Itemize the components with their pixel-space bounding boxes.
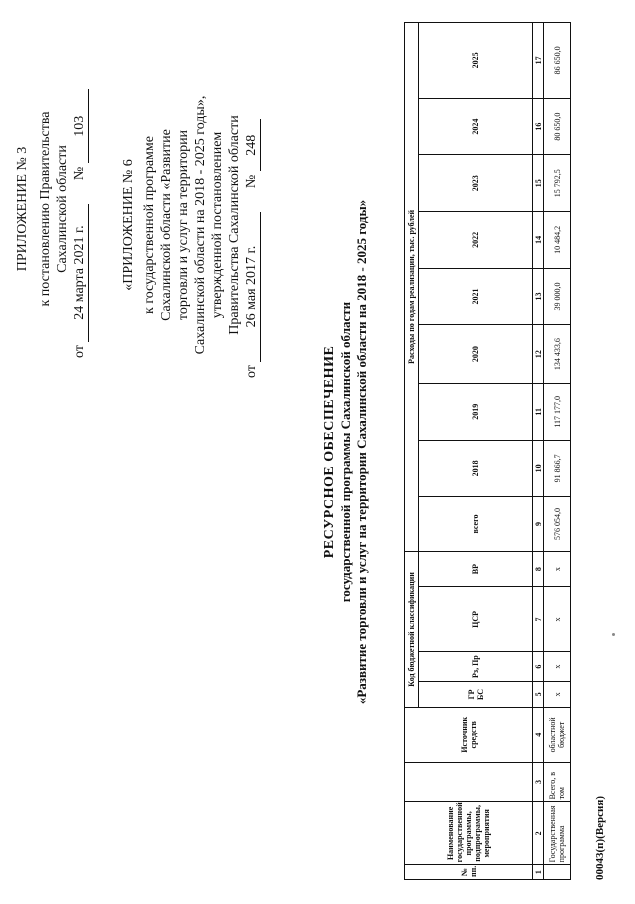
cell-2020: 134 433,6 — [544, 325, 571, 384]
column-number: 11 — [533, 383, 544, 440]
header-2022: 2022 — [419, 212, 533, 269]
appendix-6-line3: торговли и услуг на территории — [176, 129, 191, 321]
header-csr: ЦСР — [419, 587, 533, 652]
header-total: всего — [419, 497, 533, 552]
appendix-3-from: от — [72, 345, 87, 358]
cell-total: 576 054,0 — [544, 497, 571, 552]
cell-num — [544, 865, 571, 880]
appendix-6-date: 26 мая 2017 г. — [243, 212, 261, 362]
cell-2018: 91 866,7 — [544, 440, 571, 497]
document-title-block — [322, 0, 370, 904]
column-number: 4 — [533, 708, 544, 763]
cell-name: Государственная программа — [544, 802, 571, 865]
column-number: 2 — [533, 802, 544, 865]
header-2020: 2020 — [419, 325, 533, 384]
header-2025: 2025 — [419, 23, 533, 99]
column-number: 13 — [533, 268, 544, 325]
column-number: 8 — [533, 551, 544, 587]
appendix-6-line2: Сахалинской области «Развитие — [159, 129, 174, 321]
header-source: Источник средств — [405, 708, 533, 763]
cell-2022: 10 484,2 — [544, 212, 571, 269]
cell-vr: х — [544, 551, 571, 587]
resource-table — [404, 22, 571, 880]
cell-2023: 15 792,5 — [544, 155, 571, 212]
appendix-3-line2: Сахалинской области — [55, 145, 70, 273]
column-number: 12 — [533, 325, 544, 384]
scan-dot — [612, 633, 615, 636]
cell-csr: х — [544, 587, 571, 652]
column-number: 10 — [533, 440, 544, 497]
appendix-6-title: «ПРИЛОЖЕНИЕ № 6 — [121, 159, 136, 291]
cell-2019: 117 177,0 — [544, 383, 571, 440]
document-subtitle-2: «Развитие торговли и услуг на территории Сахалинской области на 2018 - 2025 годы» — [354, 199, 369, 705]
appendix-6-line4: Сахалинской области на 2018 - 2025 годы», — [193, 95, 208, 355]
column-number: 17 — [533, 23, 544, 99]
column-number: 5 — [533, 681, 544, 707]
cell-2025: 86 650,0 — [544, 23, 571, 99]
appendix-6-line1: к государственной программе — [142, 136, 157, 314]
column-number: 15 — [533, 155, 544, 212]
appendix-6-number: 248 — [243, 119, 261, 171]
cell-source: областной бюджет — [544, 708, 571, 763]
appendix-6-line6: Правительства Сахалинской области — [227, 115, 242, 335]
cell-2024: 80 650,0 — [544, 98, 571, 155]
column-number: 14 — [533, 212, 544, 269]
header-num: № пп. — [405, 865, 533, 880]
column-number: 3 — [533, 762, 544, 802]
cell-grbs: х — [544, 681, 571, 707]
cell-2021: 39 000,0 — [544, 268, 571, 325]
appendix-3-line1: к постановлению Правительства — [38, 111, 53, 307]
cell-col3: Всего, в том — [544, 762, 571, 802]
cell-rzpr: х — [544, 652, 571, 681]
header-2024: 2024 — [419, 98, 533, 155]
column-number: 16 — [533, 98, 544, 155]
header-vr: ВР — [419, 551, 533, 587]
column-number-row — [533, 23, 544, 880]
column-number: 6 — [533, 652, 544, 681]
header-grbs: ГР БС — [419, 681, 533, 707]
header-2019: 2019 — [419, 383, 533, 440]
column-number: 7 — [533, 587, 544, 652]
column-number: 9 — [533, 497, 544, 552]
appendix-3-number-sign: № — [72, 166, 87, 181]
document-subtitle-1: государственной программы Сахалинской области — [338, 301, 353, 603]
appendix-6-number-sign: № — [244, 174, 259, 189]
header-expenses: Расходы по годам реализации, тыс. рублей — [405, 23, 419, 552]
header-budget-classification: Код бюджетной классификации — [405, 551, 419, 707]
appendix-6-from: от — [244, 365, 259, 378]
document-code: 00043(п)(Версия) — [594, 796, 606, 880]
column-number: 1 — [533, 865, 544, 880]
header-col3 — [405, 762, 533, 802]
header-2023: 2023 — [419, 155, 533, 212]
appendix-3-date-line — [71, 60, 89, 358]
appendix-3-date: 24 марта 2021 г. — [71, 204, 89, 342]
header-rzpr: Рз, Пр — [419, 652, 533, 681]
appendix-6-line5: утвержденной постановлением — [210, 131, 225, 319]
document-title: РЕСУРСНОЕ ОБЕСПЕЧЕНИЕ — [322, 345, 337, 559]
table-row — [544, 23, 571, 880]
appendix-3-number: 103 — [71, 89, 89, 163]
header-name: Наименование государственной программы, подпрограммы, мероприятия — [405, 802, 533, 865]
appendix-3-block — [14, 60, 89, 358]
appendix-3-title: ПРИЛОЖЕНИЕ № 3 — [15, 146, 30, 272]
appendix-6-block — [120, 60, 261, 390]
header-2018: 2018 — [419, 440, 533, 497]
appendix-6-date-line — [243, 60, 261, 390]
header-2021: 2021 — [419, 268, 533, 325]
